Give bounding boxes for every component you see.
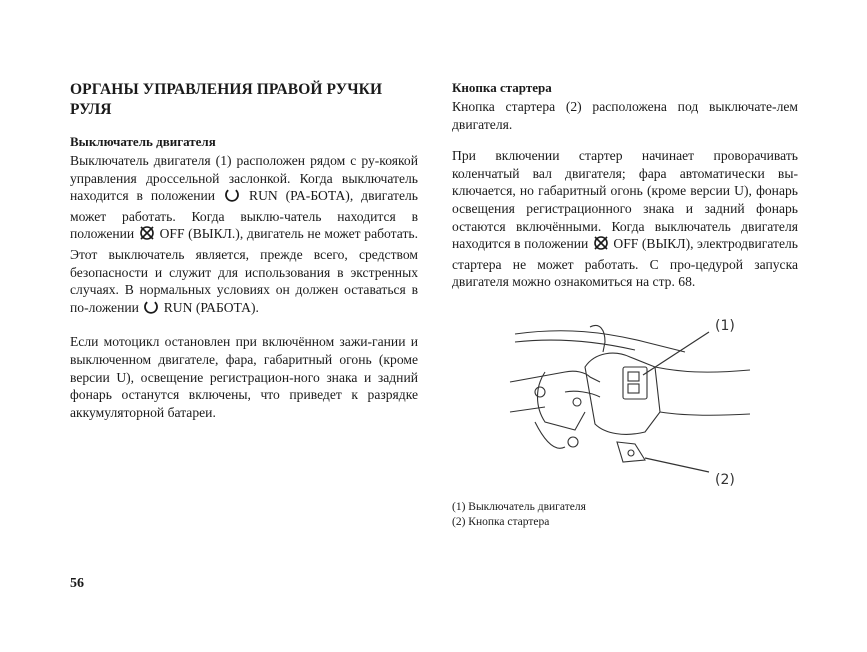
off-icon xyxy=(593,235,609,256)
run-icon xyxy=(143,299,159,320)
starter-location-paragraph: Кнопка стартера (2) расположена под выключате-лем двигателя. xyxy=(452,99,798,132)
off-icon xyxy=(139,225,155,246)
starter-operation-paragraph xyxy=(452,147,798,291)
caption-starter-button: (2) Кнопка стартера xyxy=(452,516,550,528)
engine-switch-text-off: OFF (ВЫКЛ.), двигатель не может работать. Этот выключатель является, прежде всего, средством безопасности и служит для использования в экстренных случаях. В нормальных условиях он должен оставаться в по-ложении xyxy=(70,226,418,315)
starter-text-a: При включении стартер начинает проворачивать коленчатый вал двигателя; фара автоматически вы-ключается, но габаритный огонь (кроме версии U), фонарь освещения регистрационного знака и задний фонарь остаются включёнными. Когда выключатель двигателя находится в положении xyxy=(452,148,798,252)
engine-switch-paragraph xyxy=(70,152,418,319)
starter-button-subheading: Кнопка стартера xyxy=(452,80,552,95)
battery-warning-paragraph: Если мотоцикл остановлен при включённом зажи-гании и выключенном двигателе, фара, габаритный огонь (кроме версии U), освещение регистрацион-ного знака и задний фонарь останутся включены, что приведет к разрядке аккумуляторной батареи. xyxy=(70,334,418,420)
engine-switch-subheading: Выключатель двигателя xyxy=(70,134,216,149)
section-heading: ОРГАНЫ УПРАВЛЕНИЯ ПРАВОЙ РУЧКИ РУЛЯ xyxy=(70,81,383,118)
handlebar-switch-illustration xyxy=(505,312,755,492)
callout-2: (2) xyxy=(715,472,735,488)
engine-switch-text-a: Выключатель двигателя (1) расположен рядом с ру-коякой управления дроссельной заслонкой. Когда выключатель находится в положении xyxy=(70,153,418,204)
engine-switch-text-run: RUN (РА-БОТА), двигатель может работать. Когда выклю-чатель находится в положении xyxy=(70,188,418,242)
right-column xyxy=(452,80,798,305)
starter-text-b: OFF (ВЫКЛ), электродвигатель стартера не может работать. С про-цедурой запуска двигателя можно ознакомиться на стр. 68. xyxy=(452,236,799,290)
caption-engine-switch: (1) Выключатель двигателя xyxy=(452,501,586,513)
engine-switch-text-run2: RUN (РАБОТА). xyxy=(163,299,259,315)
left-column xyxy=(70,80,418,435)
run-icon xyxy=(224,187,240,208)
page-number: 56 xyxy=(70,576,84,591)
callout-1: (1) xyxy=(715,318,735,334)
